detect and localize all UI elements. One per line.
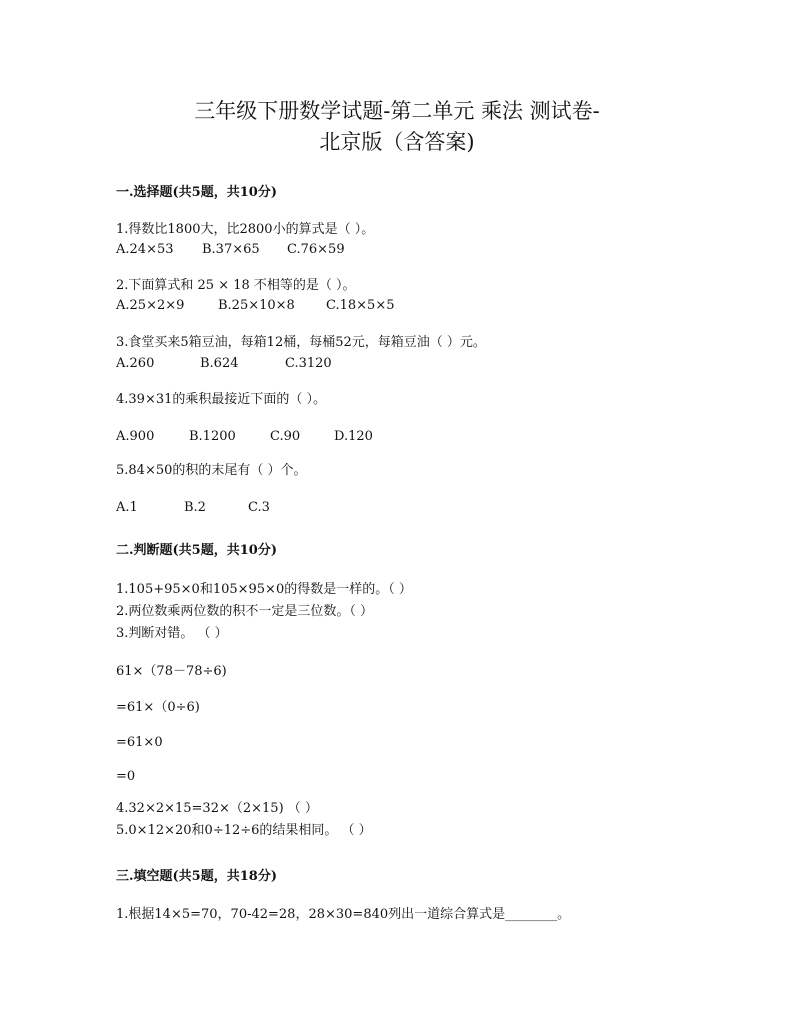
question-2-options: [116, 297, 395, 315]
option: B.37×65: [202, 242, 260, 257]
option: A.24×53: [116, 242, 174, 257]
judgement-4: 4.32×2×15=32×（2×15) （ ）: [116, 801, 318, 816]
judgement-5: 5.0×12×20和0÷12÷6的结果相同。 （ ）: [116, 823, 372, 838]
section-heading-fill-blank: 三.填空题(共5题，共18分): [116, 869, 277, 884]
option: D.120: [334, 429, 373, 444]
question-4-options: [116, 428, 373, 446]
option: C.3: [248, 500, 270, 515]
question-4-text: 4.39×31的乘积最接近下面的（ ）。: [116, 392, 327, 407]
calc-step: =0: [116, 769, 136, 784]
option: A.900: [116, 429, 155, 444]
option: B.1200: [189, 429, 236, 444]
option: B.2: [184, 500, 206, 515]
option: A.25×2×9: [116, 298, 185, 313]
section-heading-judgement: 二.判断题(共5题，共10分): [116, 543, 277, 558]
option: B.25×10×8: [218, 298, 295, 313]
question-1-text: 1.得数比1800大，比2800小的算式是（ ）。: [116, 222, 375, 237]
judgement-1: 1.105+95×0和105×95×0的得数是一样的。（ ）: [116, 582, 412, 597]
question-2-text: 2.下面算式和 25 × 18 不相等的是（ ）。: [116, 278, 356, 293]
option: A.1: [116, 500, 138, 515]
question-3-text: 3.食堂买来5箱豆油，每箱12桶，每桶52元，每箱豆油（ ）元。: [116, 335, 486, 350]
section-heading-choice: 一.选择题(共5题，共10分): [116, 185, 277, 200]
option: C.18×5×5: [326, 298, 395, 313]
option: B.624: [200, 356, 239, 371]
fill-blank-1: 1.根据14×5=70，70-42=28，28×30=840列出一道综合算式是________。: [116, 907, 571, 922]
question-5-text: 5.84×50的积的末尾有（ ）个。: [116, 463, 307, 478]
judgement-3: 3.判断对错。 （ ）: [116, 626, 228, 641]
calc-step: 61×（78－78÷6): [116, 664, 227, 679]
question-3-options: [116, 355, 332, 373]
judgement-2: 2.两位数乘两位数的积不一定是三位数。（ ）: [116, 604, 374, 619]
option: C.90: [270, 429, 301, 444]
title-line-1: 三年级下册数学试题-第二单元 乘法 测试卷-: [194, 99, 600, 123]
question-1-options: [116, 241, 345, 259]
option: A.260: [116, 356, 155, 371]
option: C.76×59: [287, 242, 345, 257]
question-5-options: [116, 499, 270, 517]
title-line-2: 北京版（含答案): [319, 130, 475, 154]
calc-step: =61×0: [116, 735, 163, 750]
option: C.3120: [285, 356, 332, 371]
calc-step: =61×（0÷6): [116, 700, 200, 715]
